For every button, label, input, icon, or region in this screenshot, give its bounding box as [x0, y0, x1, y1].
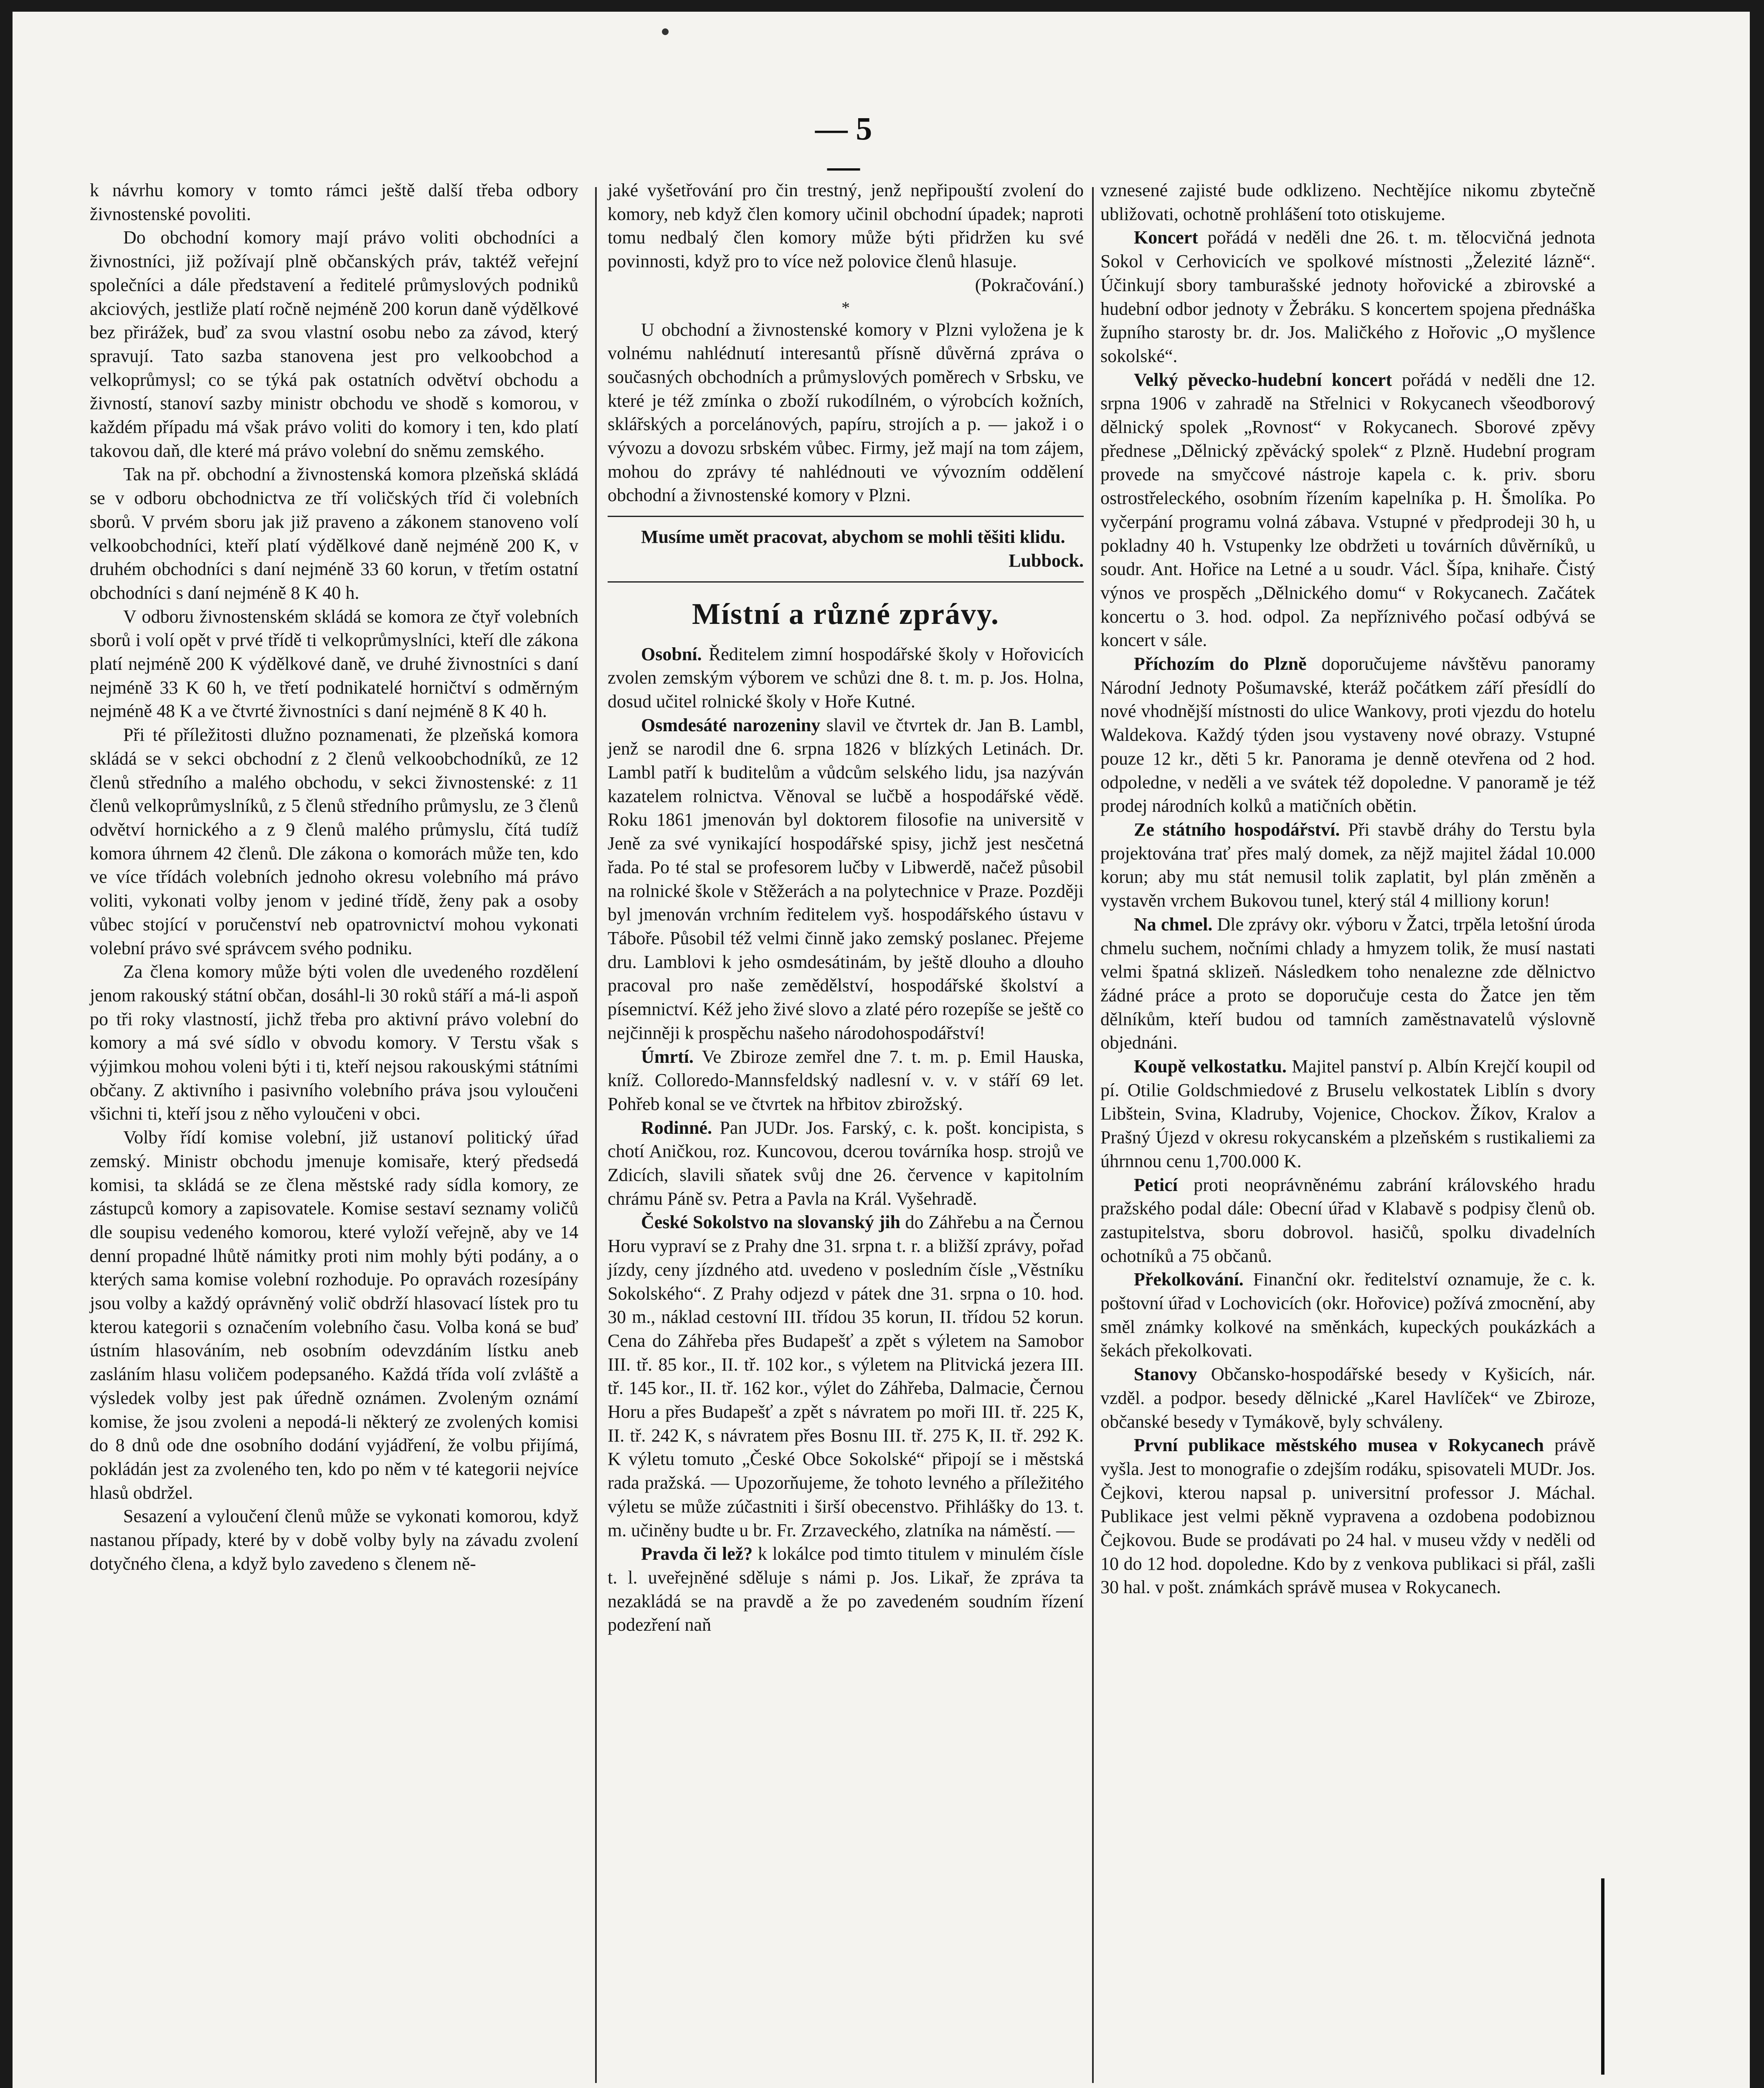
news-title: Osmdesáté narozeniny	[641, 715, 821, 735]
section-heading: Místní a různé zprávy.	[692, 597, 999, 631]
punch-hole-mark	[662, 28, 669, 35]
news-body: Pan JUDr. Jos. Farský, c. k. pošt. koncipista, s chotí Aničkou, roz. Kuncovou, dcerou továrníka hosp. strojů ve Zdicích, slavili sňatek svůj dne 26. července v kapitolním chrámu Páně sv. Petra a Pavla na Král. Vyšehradě.	[608, 1117, 1084, 1209]
news-item	[1100, 913, 1595, 1055]
news-title: Stanovy	[1134, 1364, 1197, 1385]
news-item	[608, 714, 1084, 1045]
news-item	[1100, 1363, 1595, 1434]
news-body: slavil ve čtvrtek dr. Jan B. Lambl, jenž se narodil dne 6. srpna 1826 v blízkých Letinách. Dr. Lambl patří k buditelům a vůdcům selského lidu, jsa nazýván kazatelem rolnictva. Věnoval se lučbě a hospodářské vědě. Roku 1861 jmenován byl doktorem filosofie na universitě v Jeně za své vynikající hospodářské spisy, jichž jest nesčetná řada. Po té stal se profesorem lučby v Libwerdě, načež působil na rolnické škole v Stěžerách a na polytechnice v Praze. Později byl jmenován vrchním ředitelem vyš. hospodářského ústavu v Táboře. Působil též velmi činně jako zemský poslanec. Přejeme dru. Lamblovi k jeho osmdesátinám, by ještě dlouho a dlouho pracoval pro naše zemědělství, hospodářské školství a písemnictví. Kéž jeho živé slovo a zlaté péro rozepíše se ještě co nejčinněji k prospěchu našeho národohospodářství!	[608, 715, 1084, 1043]
paragraph: V odboru živnostenském skládá se komora ze čtyř volebních sborů i volí opět v prvé třídě ti velkoprůmyslníci, kteří dle zákona platí nejméně 200 K výdělkové daně, ve druhé živnostníci s daní nejméně 33 K 60 h, ve třetí podnikatelé horničtví s odměrným nejméně 48 K a ve čtvrté živnostníci s daní nejméně 8 K 40 h.	[90, 606, 578, 722]
paragraph: Při té příležitosti dlužno poznamenati, že plzeňská komora skládá se v sekci obchodní z 2 členů velkoobchodníků, ze 12 členů středního a malého obchodu, v sekci živnostenské: z 11 členů velkoprůmyslníků, z 5 členů středního průmyslu, ze 3 členů odvětví hornického a z 9 členů malého průmyslu, čítá tudíž komora úhrnem 42 členů. Dle zákona o komorách může ten, kdo ve více třídách volebních jednoho okresu volebního má právo voliti, vykonati volby jenom v jediné třídě, ženy pak a osoby vůbec stojící v poručenství neb opatrovnictví mohou vykonati volební právo své správcem svého podniku.	[90, 725, 578, 958]
paragraph: Do obchodní komory mají právo voliti obchodníci a živnostníci, již požívají plně občanských práv, taktéž veřejní společníci a dále představení a ředitelé průmyslových podniků akciových, jestliže platí ročně nejméně 200 korun daně výdělkové bez přirážek, buď za svou vlastní osobu nebo za závod, který spravují. Tato sazba stanovena jest pro velkoobchod a velkoprůmysl; co se týká pak ostatních odvětví obchodu a živností, stanoví sazby ministr obchodu ve shodě s komorou, v každém případu má však právo voliti do komory i ten, kdo platí takovou daň, dle které má právo volební do sněmu zemského.	[90, 227, 578, 461]
paragraph: vznesené zajisté bude odklizeno. Nechtějíce nikomu zbytečně ubližovati, ochotně prohlášení toto otiskujeme.	[1100, 180, 1595, 224]
news-body: do Záhřebu a na Černou Horu vypraví se z Prahy dne 31. srpna t. r. a bližší zprávy, pořad jízdy, ceny jízdného atd. uvedeno v posledním čísle „Věstníku Sokolského“. Z Prahy odjezd v pátek dne 31. srpna o 10. hod. 30 m., náklad cestovní III. třídou 35 korun, II. třídou 52 korun. Cena do Záhřeba přes Budapešť a zpět s výletem na Samobor III. tř. 85 kor., II. tř. 102 kor., s výletem na Plitvická jezera III. tř. 145 kor., II. tř. 162 kor., výlet do Záhřeba, Dalmacie, Černou Horu a přes Budapešť a zpět s návratem po moři III. tř. 225 K, II. tř. 242 K, s návratem přes Bosnu III. tř. 275 K, II. tř. 292 K. K výletu tomuto „České Obce Sokolské“ připojí se i městská rada pražská. — Upozorňujeme, že tohoto levného a příležitého výletu se může zúčastniti i širší obecenstvo. Přihlášky do 13. t. m. učiněny budte u br. Fr. Zrzaveckého, zlatníka na náměstí. —	[608, 1212, 1084, 1541]
news-title: Úmrtí.	[641, 1046, 694, 1067]
column-2	[608, 179, 1084, 1637]
news-title: Rodinné.	[641, 1117, 712, 1138]
paragraph: Tak na př. obchodní a živnostenská komora plzeňská skládá se v odboru obchodnictva ze tří voličských tříd či volebních sborů. V prvém sboru jak již praveno a zákonem stanoveno volí velkoobchodníci, kteří platí výdělkové daně nejméně 200 K, v druhém obchodníci s daní nejméně 33 60 korun, v třetím ostatní obchodníci s daní nejméně 8 K 40 h.	[90, 464, 578, 603]
continuation-note: (Pokračování.)	[975, 274, 1084, 295]
news-item	[1100, 226, 1595, 368]
news-title: Peticí	[1134, 1174, 1178, 1195]
news-item	[608, 643, 1084, 714]
separator-star: *	[841, 298, 850, 317]
quote-text: Musíme umět pracovat, abychom se mohli těšiti klidu.	[641, 527, 1065, 547]
news-title: Překolkování.	[1134, 1269, 1244, 1290]
news-item	[608, 1542, 1084, 1637]
newspaper-page	[13, 12, 1750, 2088]
news-body: Ředitelem zimní hospodářské školy v Hořovicích zvolen zemským výborem ve schůzi dne 8. t. m. p. Jos. Holna, dosud učitel rolnické školy v Hoře Kutné.	[608, 644, 1084, 712]
news-item	[608, 1045, 1084, 1116]
column-1	[90, 179, 578, 1576]
quote	[608, 525, 1084, 571]
news-body: Finanční okr. ředitelství oznamuje, že c. k. poštovní úřad v Lochovicích (okr. Hořovice) požívá zmocnění, aby směl známky kolkové na směnkách, kupeckých poukázkách a šekách překolkovati.	[1100, 1269, 1595, 1361]
news-title: Koupě velkostatku.	[1134, 1056, 1287, 1077]
news-body: pořádá v neděli dne 26. t. m. tělocvičná jednota Sokol v Cerhovicích ve spolkové místnosti „Železité lázně“. Účinkují sbory tamburašské jednoty hořovické a zbirovské a hudební odbor jednoty v Žebráku. S koncertem spojena přednáška župního starosty br. dr. Jos. Maličkého z Hořovic „O myšlence sokolské“.	[1100, 227, 1595, 366]
news-body: pořádá v neděli dne 12. srpna 1906 v zahradě na Střelnici v Rokycanech všeodborový dělnický spolek „Rovnost“ v Rokycanech. Sborové zpěvy přednese „Dělnický zpěvácký spolek“ z Plzně. Hudební program provede na smyčcové nástroje kapela c. k. priv. sboru ostrostřeleckého, osobním řízením kapelníka p. H. Šmolíka. Po vyčerpání programu volná zábava. Vstupné v předprodeji 30 h, u pokladny 40 h. Vstupenky lze obdržeti u továrních důvěrníků, u soudr. Ant. Hořice na Letné a u soudr. Václ. Šípa, knihaře. Čistý výnos ve prospěch „Dělnického domu“ v Rokycanech. Začátek koncertu o 3. hod. odpol. Za nepříznivého počasí odbývá se koncert v sále.	[1100, 369, 1595, 651]
news-title: Koncert	[1134, 227, 1198, 248]
news-body: proti neoprávněnému zabrání královského hradu pražského podal dále: Obecní úřad v Klabavě s podpisy členů ob. zastupitelstva, sboru dobrovol. hasičů, spolku divadelních ochotníků a 75 občanů.	[1100, 1174, 1595, 1266]
news-title: První publikace městského musea v Rokycanech	[1134, 1435, 1544, 1456]
news-title: České Sokolstvo na slovanský jih	[641, 1212, 900, 1233]
news-title: Pravda či lež?	[641, 1543, 753, 1564]
paragraph: k návrhu komory v tomto rámci ještě další třeba odbory živnostenské povoliti.	[90, 180, 578, 224]
column-divider	[1092, 187, 1094, 2083]
paragraph: jaké vyšetřování pro čin trestný, jenž nepřipouští zvolení do komory, neb když člen komory učinil obchodní úpadek; naproti tomu nedbalý člen komory může býti přidržen ku své povinnosti, když pro to více než polovice členů hlasuje.	[608, 180, 1084, 272]
news-body: Dle zprávy okr. výboru v Žatci, trpěla letošní úroda chmelu suchem, nočními chlady a hmyzem tolik, že musí nastati velmi špatná sklizeň. Následkem toho nenalezne zde dělnictvo žádné práce a proto se doporučuje cesta do Žatce jen těm dělníkům, kteří budou od tamních zaměstnavatelů výslovně objednáni.	[1100, 914, 1596, 1053]
article-plzen-komora: U obchodní a živnostenské komory v Plzni vyložena je k volnému nahlédnutí interesantů přísně důvěrná zpráva o současných obchodních a průmyslových poměrech v Srbsku, ve které je též zmínka o zboží rukodílném, o výrobcích kožních, sklářských a porcelánových, papíru, strojích a p. — jakož i o vývozu a dovozu srbském vůbec. Firmy, jež mají na tom zájem, mohou do zprávy té nahlédnouti ve vývozním oddělení obchodní a živnostenské komory v Plzni.	[608, 319, 1084, 506]
column-divider	[595, 187, 597, 2083]
news-item	[1100, 1055, 1595, 1173]
news-item	[1100, 1434, 1595, 1599]
news-title: Osobní.	[641, 644, 702, 664]
divider	[608, 581, 1084, 583]
divider	[608, 516, 1084, 517]
news-item	[1100, 1173, 1595, 1268]
quote-author: Lubbock.	[1009, 550, 1084, 571]
news-body: Majitel panství p. Albín Krejčí koupil od pí. Otilie Goldschmiedové z Bruselu velkostatek Liblín s dvory Libštein, Svina, Kladruby, Vojenice, Chockov. Žíkov, Kralov a Prašný Újezd v okresu rokycanském a plzeňském s rustikaliemi za úhrnnou cenu 1,700.000 K.	[1100, 1056, 1595, 1171]
news-title: Ze státního hospodářství.	[1134, 819, 1340, 840]
news-body: doporučujeme návštěvu panoramy Národní Jednoty Pošumavské, kteráž počátkem září přesídlí do nové vhodnější místnosti do ulice Wankovy, proti vjezdu do hotelu Waldekova. Každý týden jsou vystaveny nové obrazy. Vstupné pouze 12 kr., děti 5 kr. Panorama je denně otevřena od 2 hod. odpoledne, v neděli a ve svátek též dopoledne. V panoramě je též prodej národních kolků a matičních obětin.	[1100, 654, 1595, 816]
paragraph: Sesazení a vyloučení členů může se vykonati komorou, když nastanou případy, které by v době volby byly na závadu zvolení dotyčného člena, a když bylo zavedeno s členem ně-	[90, 1506, 578, 1574]
news-item	[1100, 652, 1595, 818]
news-body: právě vyšla. Jest to monografie o zdejším rodáku, spisovateli MUDr. Jos. Čejkovi, kterou napsal p. universitní professor J. Máchal. Publikace jest velmi pěkně vypravena a ozdobena podobiznou Čejkovou. Bude se prodávati po 24 hal. v museu vždy v neděli od 10 do 12 hod. dopoledne. Kdo by z venkova publikaci si přál, zašli 30 hal. v pošt. známkách správě musea v Rokycanech.	[1100, 1435, 1595, 1598]
margin-bracket-mark	[1595, 1878, 1604, 2075]
news-item	[1100, 818, 1595, 913]
page-number: — 5 —	[815, 110, 872, 184]
news-body: k lokálce pod timto titulem v minulém čísle t. l. uveřejněné sděluje s námi p. Jos. Likař, že zpráva ta nezakládá se na pravdě a že po zavedeném soudním řízení podezření naň	[608, 1543, 1084, 1635]
news-item	[1100, 1268, 1595, 1363]
news-body: Občansko-hospodářské besedy v Kyšicích, nár. vzděl. a podpor. besedy dělnické „Karel Havlíček“ ve Zbiroze, občanské besedy v Tymákově, byly schváleny.	[1100, 1364, 1595, 1432]
paragraph: Volby řídí komise volební, již ustanoví politický úřad zemský. Ministr obchodu jmenuje komisaře, který předsedá komisi, ta skládá se ze člena městské rady sídla komory, ze zástupců komory a zapisovatele. Komise sestaví seznamy voličů dle soupisu vedeného komorou, které vyloží veřejně, aby ve 14 denní propadné lhůtě námitky proti nim mohly býti podány, a o kterých sama komise volební rozhoduje. Po opravách rozesípány jsou volby a každý oprávněný volič obdrží hlasovací lístek pro tu kterou kategorii s označením volebního času. Volba koná se buď ústním hlasováním, neb osobním odevzdáním lístku aneb zasláním hlasu voličem podepsaného. Každá třída volí zvláště a výsledek volby jest pak úředně oznámen. Zvoleným oznámí komise, že jsou zvoleni a nepodá-li některý ze zvolených komisi do 8 dnů ode dne osobního dodání vyjádření, že volbu přijímá, pokládán jest za zvoleného ten, kdo po něm v té kategorii nejvíce hlasů obdržel.	[90, 1127, 578, 1503]
news-title: Velký pěvecko-hudební koncert	[1134, 369, 1392, 390]
news-item	[608, 1211, 1084, 1542]
news-item	[1100, 368, 1595, 652]
news-title: Příchozím do Plzně	[1134, 654, 1307, 674]
news-title: Na chmel.	[1134, 914, 1213, 935]
paragraph: Za člena komory může býti volen dle uvedeného rozdělení jenom rakouský státní občan, dosáhl-li 30 roků stáří a má-li aspoň po tři roky vlastností, jichž třeba pro aktivní právo volební do komory a má své sídlo v obvodu komory. V Terstu však s výjimkou mohou voleni býti i ti, kteří nejsou rakouskými státními občany. Z aktivního i pasivního volebního práva jsou vyloučeni všichni ti, kteří jsou z něho vyloučeni v obci.	[90, 961, 578, 1124]
column-3	[1100, 179, 1595, 1599]
news-body: Ve Zbiroze zemřel dne 7. t. m. p. Emil Hauska, kníž. Colloredo-Mannsfeldský nadlesní v. v. v stáří 69 let. Pohřeb konal se ve čtvrtek na hřbitov zbirožský.	[608, 1046, 1084, 1114]
news-item	[608, 1116, 1084, 1211]
news-body: Při stavbě dráhy do Terstu byla projektována trať přes malý domek, za nějž majitel žádal 10.000 korun; aby mu stát nemusil tolik zaplatit, byl plán změněn a vystavěn vrchem Bukovou tunel, který stál 4 milliony korun!	[1100, 819, 1595, 911]
